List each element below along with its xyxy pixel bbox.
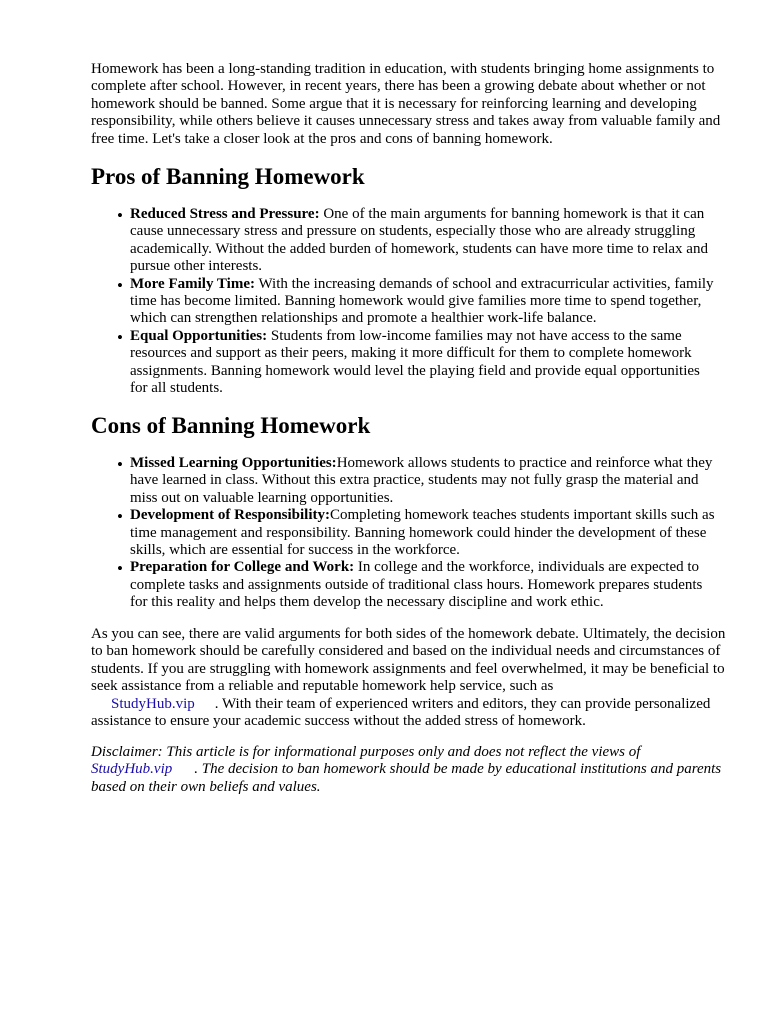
bullet-icon: • — [117, 327, 123, 347]
disclaimer-paragraph — [91, 744, 731, 796]
disclaimer-text-before: Disclaimer: This article is for informational purposes only and does not reflect the views of — [91, 744, 641, 760]
bullet-icon: • — [117, 275, 123, 295]
bullet-icon: • — [117, 507, 123, 527]
list-item — [117, 206, 717, 276]
bullet-icon: • — [117, 455, 123, 474]
disclaimer-text-after: . The decision to ban homework should be made by educational institutions and parents based on their own beliefs and values. — [91, 761, 722, 795]
pros-heading: Pros of Banning Homework — [91, 164, 365, 189]
item-text: In college and the workforce, individuals are expected to complete tasks and assignments outside of traditional class hours. Homework prepares students for this reality and helps them develop the necessary discipline and work ethic. — [130, 559, 703, 611]
item-text: Completing homework teaches students important skills such as time management and responsibility. Banning homework could hinder the development of these skills, which are essential for success in the workforce. — [130, 507, 715, 559]
item-term: Equal Opportunities: — [130, 327, 268, 344]
pros-list — [117, 206, 717, 397]
conclusion-text-before: As you can see, there are valid arguments for both sides of the homework debate. Ultimately, the decision to ban homework should be carefully considered and based on the individual needs and circumstances of students. If you are struggling with homework assignments and feel overwhelmed, it may be beneficial to seek assistance from a reliable and reputable homework help service, such as — [91, 626, 726, 695]
studyhub-link[interactable]: StudyHub.vip — [91, 761, 173, 778]
item-text: With the increasing demands of school and extracurricular activities, family time has become limited. Banning homework would give families more time to spend together, which can strengthen relationships and promote a healthier work-life balance. — [130, 275, 714, 327]
item-term: Development of Responsibility: — [130, 507, 330, 524]
cons-list — [117, 455, 717, 612]
conclusion-text-after: . With their team of experienced writers and editors, they can provide personalized assistance to ensure your academic success without the added stress of homework. — [91, 695, 711, 730]
list-item — [117, 276, 717, 328]
bullet-icon: • — [117, 559, 123, 579]
intro-paragraph: Homework has been a long-standing tradition in education, with students bringing home assignments to complete after school. However, in recent years, there has been a growing debate about whether or not homework should be banned. Some argue that it is necessary for reinforcing learning and developing responsibility, while others believe it causes unnecessary stress and takes away from valuable family and free time. Let's take a closer look at the pros and cons of banning homework. — [91, 61, 721, 147]
list-item — [117, 328, 717, 398]
item-text: One of the main arguments for banning homework is that it can cause unnecessary stress and pressure on students, especially those who are already struggling academically. Without the added burden of homework, students can have more time to relax and pursue other interests. — [130, 206, 708, 275]
item-term: Reduced Stress and Pressure: — [130, 206, 320, 222]
list-item — [117, 507, 717, 559]
list-item — [117, 455, 717, 507]
item-term: Missed Learning Opportunities: — [130, 455, 337, 471]
conclusion-paragraph — [91, 626, 731, 730]
item-term: More Family Time: — [130, 275, 255, 292]
cons-heading: Cons of Banning Homework — [91, 413, 371, 438]
list-item — [117, 559, 717, 611]
bullet-icon: • — [117, 206, 123, 225]
item-term: Preparation for College and Work: — [130, 559, 355, 576]
studyhub-link[interactable]: StudyHub.vip — [111, 695, 195, 712]
item-text: Homework allows students to practice and reinforce what they have learned in class. Without this extra practice, students may not fully grasp the material and miss out on valuable learning opportunities. — [130, 455, 713, 506]
item-text: Students from low-income families may not have access to the same resources and support as their peers, making it more difficult for them to complete homework assignments. Banning homework would level the playing field and provide equal opportunities for all students. — [130, 327, 700, 397]
